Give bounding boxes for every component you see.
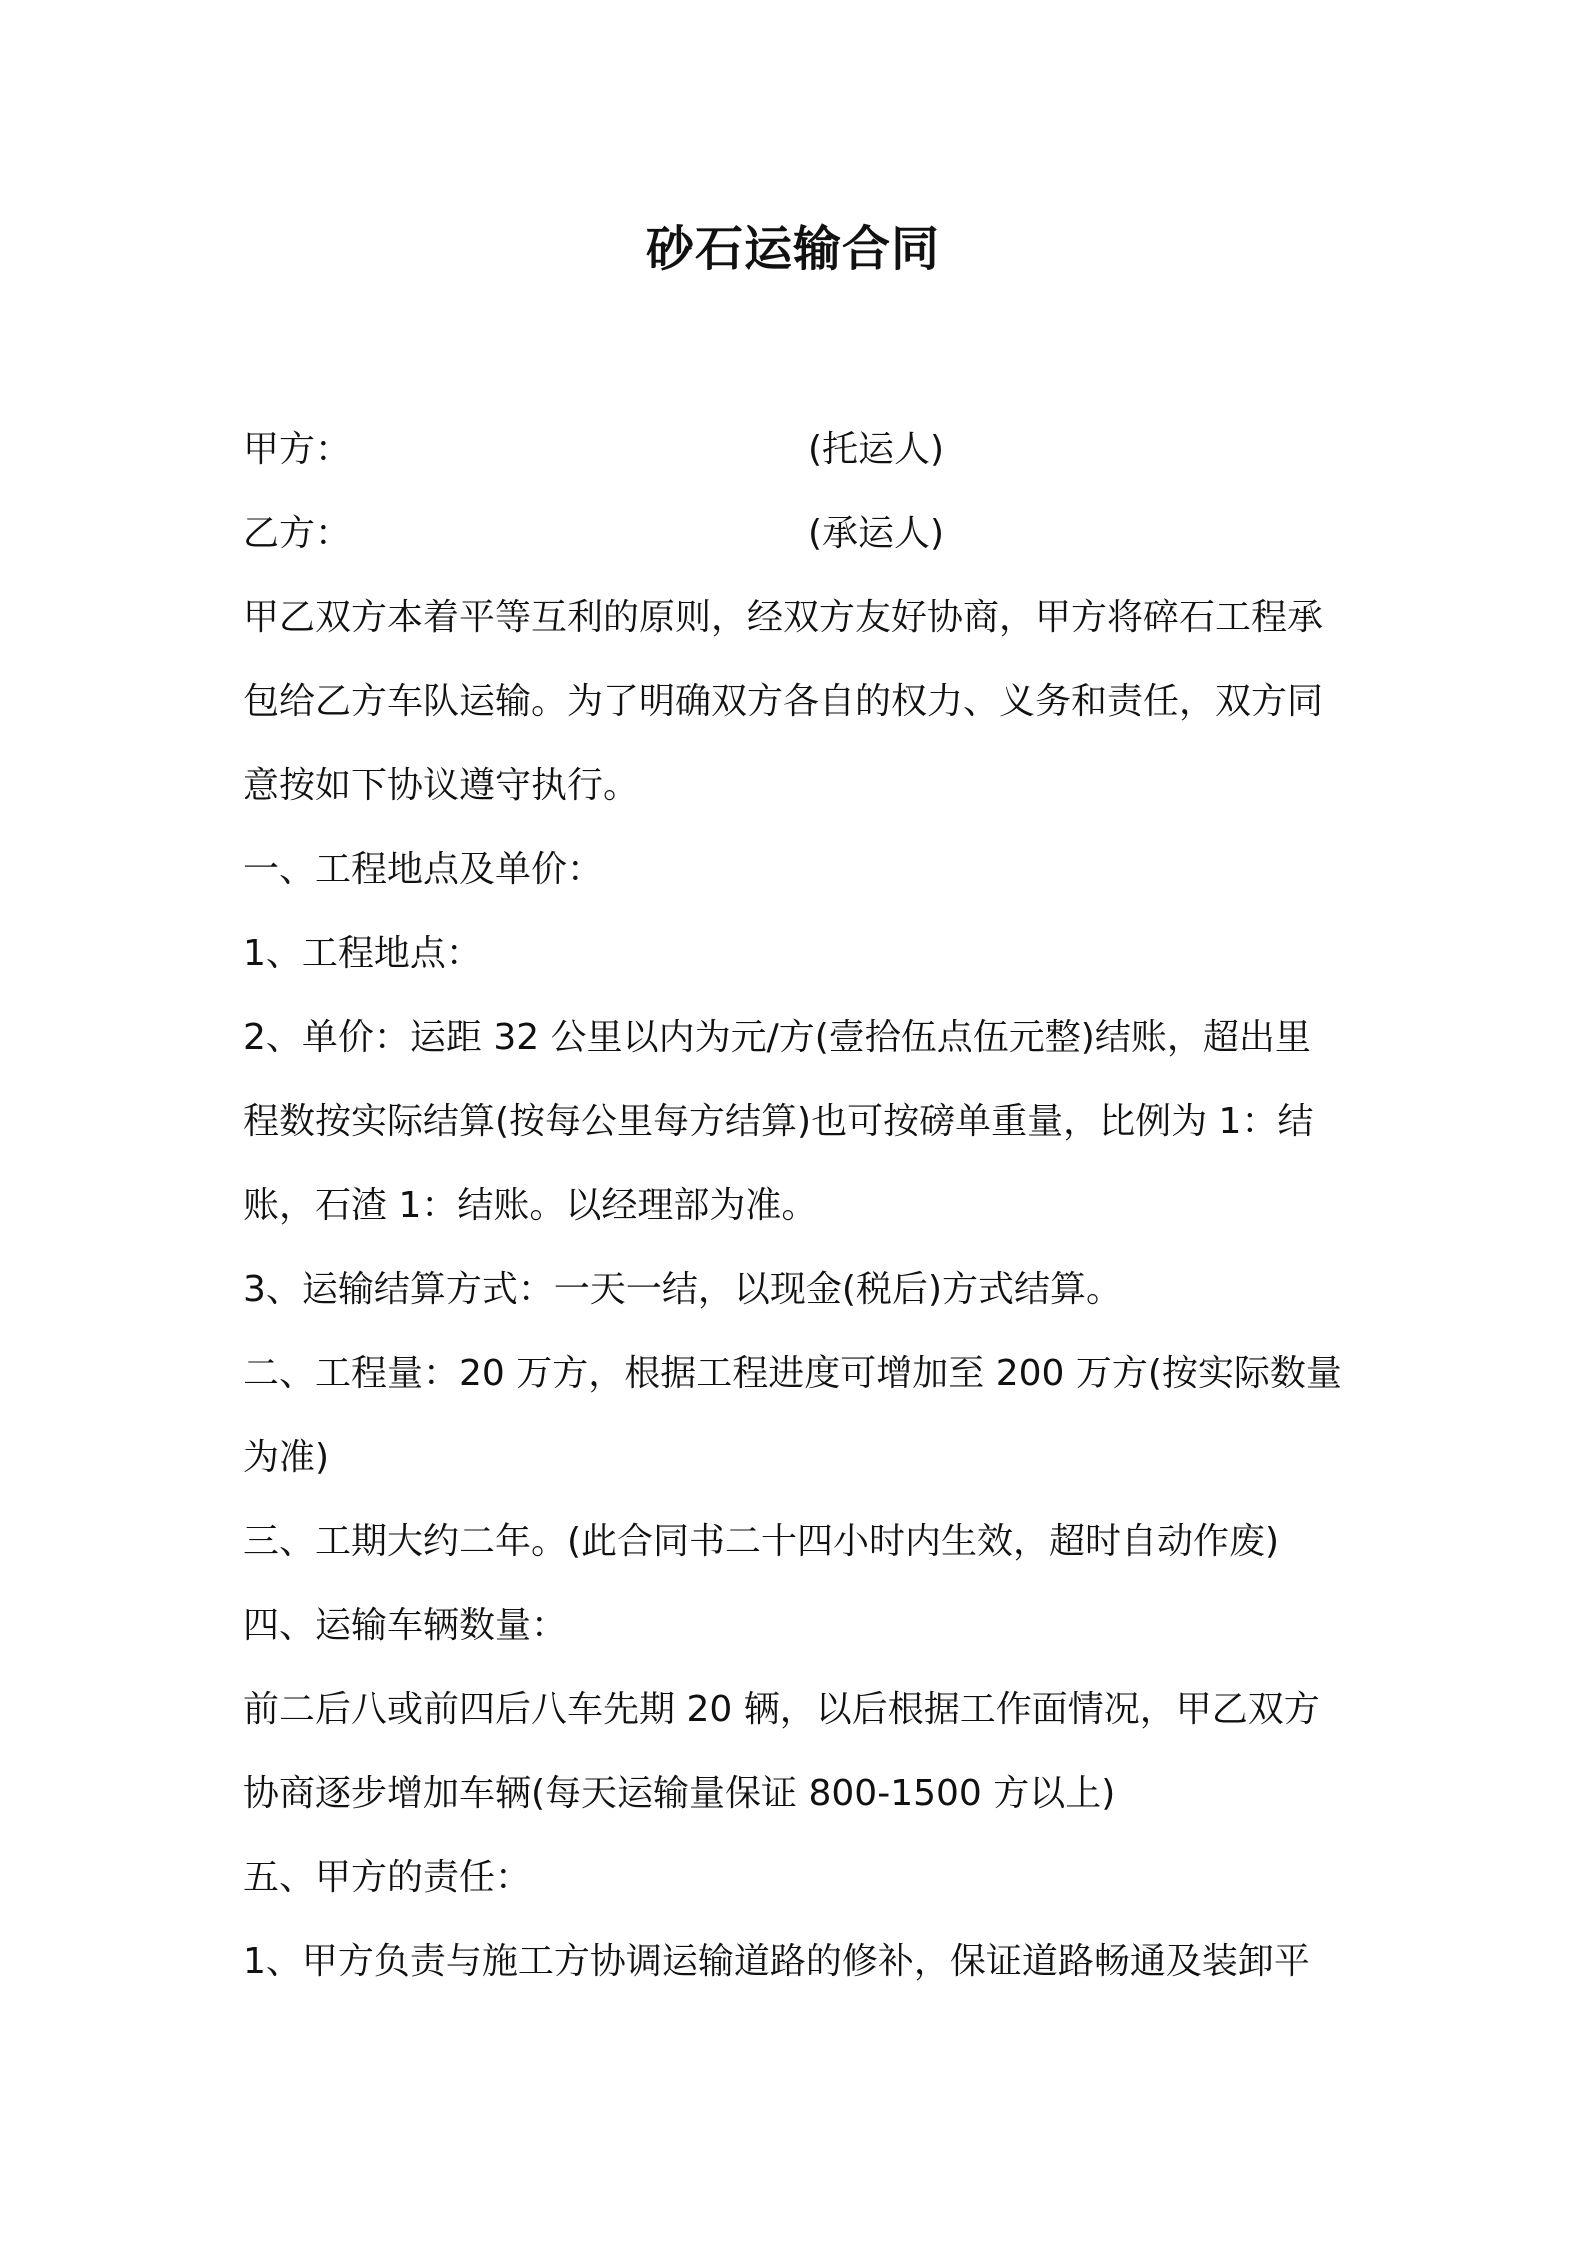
paragraph-line: 甲乙双方本着平等互利的原则，经双方友好协商，甲方将碎石工程承 — [243, 597, 1324, 638]
clause-line: 3、运输结算方式：一天一结，以现金(税后)方式结算。 — [243, 1269, 1122, 1310]
clause-line: 前二后八或前四后八车先期 20 辆，以后根据工作面情况，甲乙双方 — [243, 1689, 1320, 1730]
section-heading: 五、甲方的责任： — [243, 1857, 532, 1898]
section-heading: 二、工程量：20 万方，根据工程进度可增加至 200 万方(按实际数量 — [243, 1353, 1342, 1394]
section-heading: 三、工期大约二年。(此合同书二十四小时内生效，超时自动作废) — [243, 1521, 1280, 1562]
paragraph-line: 包给乙方车队运输。为了明确双方各自的权力、义务和责任，双方同 — [243, 681, 1324, 722]
section-heading: 四、运输车辆数量： — [243, 1605, 568, 1646]
document-body — [243, 408, 1368, 2004]
clause-line: 1、甲方负责与施工方协调运输道路的修补，保证道路畅通及装卸平 — [243, 1941, 1310, 1982]
clause-line: 2、单价：运距 32 公里以内为元/方(壹拾伍点伍元整)结账，超出里 — [243, 1017, 1311, 1058]
party-b-line — [243, 492, 1368, 576]
clause-line: 程数按实际结算(按每公里每方结算)也可按磅单重量，比例为 1：结 — [243, 1101, 1314, 1142]
document-title: 砂石运输合同 — [645, 221, 940, 277]
paragraph-line: 意按如下协议遵守执行。 — [243, 765, 640, 806]
clause-line: 账，石渣 1：结账。以经理部为准。 — [243, 1185, 818, 1226]
party-a-line — [243, 408, 1368, 492]
section-heading: 一、工程地点及单价： — [243, 849, 604, 890]
party-b-role: (承运人) — [808, 513, 945, 554]
party-a-role: (托运人) — [808, 429, 945, 470]
clause-line: 协商逐步增加车辆(每天运输量保证 800-1500 方以上) — [243, 1773, 1116, 1814]
party-a-label: 甲方： — [243, 429, 352, 470]
clause-line: 为准) — [243, 1437, 330, 1478]
clause-line: 1、工程地点： — [243, 933, 482, 974]
party-b-label: 乙方： — [243, 513, 352, 554]
